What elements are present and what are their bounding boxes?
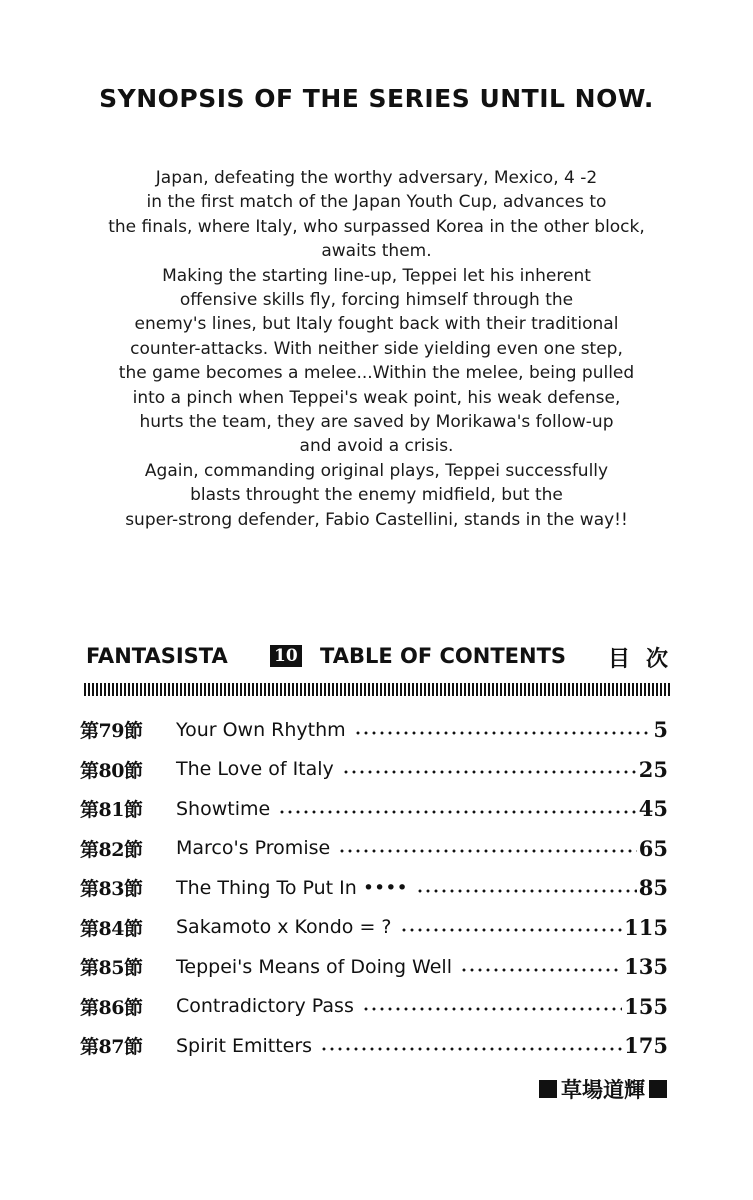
dot-leader [400, 928, 623, 932]
dot-leader [354, 731, 652, 735]
toc-row [80, 1026, 668, 1066]
chapter-label: 第82節 [80, 838, 143, 861]
chapter-label: 第84節 [80, 917, 143, 940]
toc-row [80, 789, 668, 829]
synopsis-line: Again, commanding original plays, Teppei successfully [144, 460, 609, 481]
chapter-page: 155 [624, 993, 668, 1019]
synopsis-line: blasts throught the enemy midfield, but the [190, 485, 563, 506]
chapter-page: 25 [638, 756, 668, 782]
synopsis-line: Making the starting line-up, Teppei let his inherent [162, 265, 591, 286]
dot-leader [362, 1007, 622, 1011]
chapter-page: 175 [624, 1033, 668, 1059]
chapter-label: 第81節 [80, 799, 143, 822]
synopsis-line: counter-attacks. With neither side yielding even one step, [130, 338, 623, 359]
toc-row [80, 987, 668, 1027]
synopsis-line: in the first match of the Japan Youth Cup, advances to [146, 192, 607, 213]
toc-row [80, 908, 668, 948]
author-name: 草場道輝 [561, 1078, 645, 1102]
synopsis-title: SYNOPSIS OF THE SERIES UNTIL NOW. [99, 84, 654, 113]
chapter-title: Spirit Emitters [176, 1034, 313, 1057]
synopsis-line: Japan, defeating the worthy adversary, Mexico, 4 -2 [155, 168, 598, 188]
synopsis-line: offensive skills fly, forcing himself through the [179, 290, 574, 311]
synopsis-line: enemy's lines, but Italy fought back with their traditional [134, 314, 619, 335]
series-title: FANTASISTA [86, 644, 228, 668]
chapter-label: 第83節 [80, 878, 143, 901]
synopsis-line: super-strong defender, Fabio Castellini, stands in the way!! [125, 509, 628, 530]
chapter-page: 65 [638, 835, 668, 861]
chapter-label: 第86節 [80, 996, 143, 1019]
chapter-title: The Love of Italy [176, 758, 334, 781]
dot-leader [320, 1047, 622, 1051]
square-ornament-icon [649, 1080, 667, 1098]
synopsis-line: hurts the team, they are saved by Morikawa's follow-up [139, 412, 614, 433]
dot-leader [342, 770, 637, 774]
toc-row [80, 829, 668, 869]
chapter-label: 第87節 [80, 1036, 143, 1059]
square-ornament-icon [539, 1080, 557, 1098]
synopsis-line: the finals, where Italy, who surpassed Korea in the other block, [108, 216, 645, 237]
chapter-title: Contradictory Pass [176, 995, 354, 1018]
author-credit [539, 1074, 667, 1104]
chapter-label: 第79節 [80, 720, 143, 743]
toc-header [86, 642, 684, 672]
synopsis-line: awaits them. [321, 241, 432, 262]
toc-title: TABLE OF CONTENTS [320, 644, 567, 668]
synopsis-line: and avoid a crisis. [299, 436, 454, 457]
chapter-title: The Thing To Put In •••• [176, 876, 408, 899]
chapter-title: Sakamoto x Kondo = ? [176, 916, 392, 939]
chapter-title: Your Own Rhythm [176, 718, 346, 741]
toc-divider [84, 683, 670, 696]
volume-badge: 10 [270, 645, 302, 667]
chapter-page: 45 [638, 796, 668, 822]
toc-row [80, 710, 668, 750]
chapter-label: 第80節 [80, 759, 143, 782]
dot-leader [416, 889, 637, 893]
chapter-page: 135 [624, 954, 668, 980]
toc-row [80, 750, 668, 790]
synopsis-text [40, 166, 713, 532]
synopsis-line: into a pinch when Teppei's weak point, his weak defense, [132, 387, 621, 408]
toc-list [80, 710, 668, 1066]
chapter-page: 5 [653, 717, 668, 743]
chapter-page: 85 [638, 875, 668, 901]
toc-row [80, 868, 668, 908]
dot-leader [338, 849, 637, 853]
dot-leader [278, 810, 637, 814]
toc-kanji-title: 目次 [607, 647, 684, 672]
toc-row [80, 947, 668, 987]
chapter-page: 115 [624, 914, 668, 940]
chapter-label: 第85節 [80, 957, 143, 980]
chapter-title: Marco's Promise [176, 837, 331, 860]
dot-leader [460, 968, 622, 972]
synopsis-line: the game becomes a melee...Within the melee, being pulled [118, 363, 635, 384]
chapter-title: Teppei's Means of Doing Well [176, 955, 452, 978]
chapter-title: Showtime [176, 797, 271, 820]
